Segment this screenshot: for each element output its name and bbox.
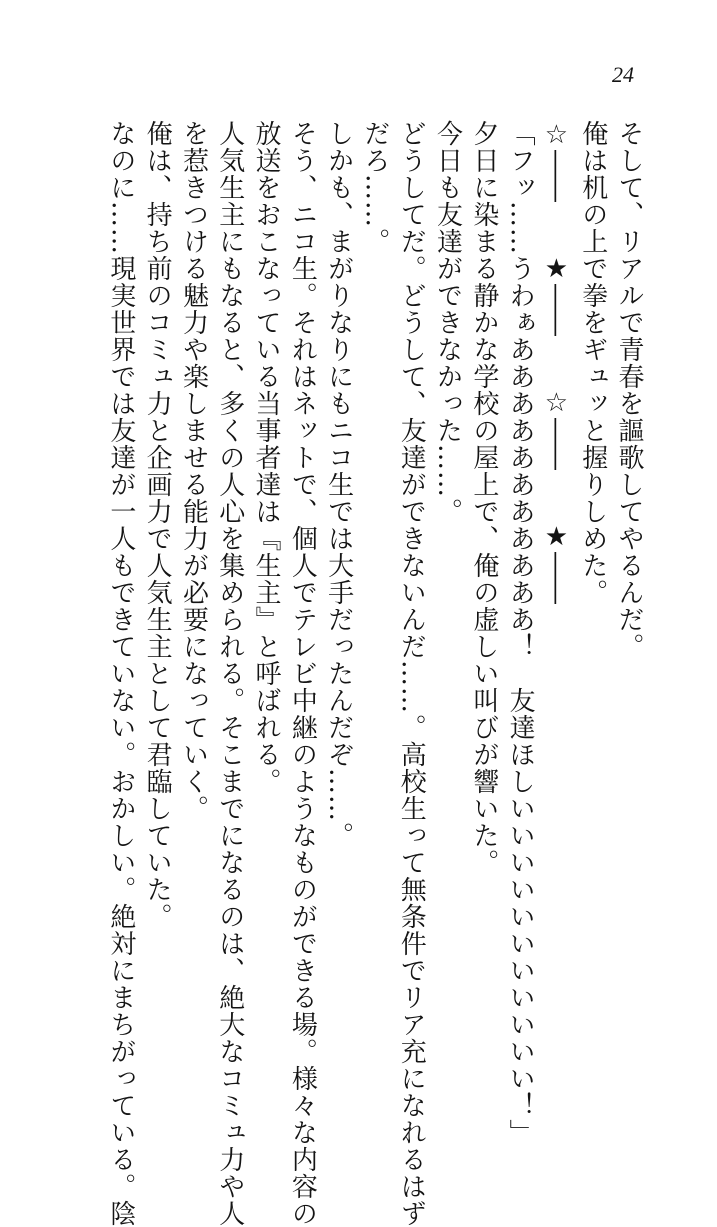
text-line-6: 夕日に染まる静かな学校の屋上で、俺の虚しい叫びが響いた。 (468, 120, 499, 876)
dash-separator: ―― (541, 284, 572, 336)
text-line-9: だろ……。 (359, 120, 390, 255)
section-break-stars (538, 120, 574, 960)
text-line-8: どうしてだ。どうして、友達ができないんだ……。高校生って無条件でリア充になれるはず (396, 120, 427, 1227)
dash-separator: ―― (541, 552, 572, 604)
page-number: 24 (612, 62, 634, 87)
text-line-7: 今日も友達ができなかった……。 (432, 120, 463, 525)
text-line-2: 俺は机の上で拳をギュッと握りしめた。 (577, 120, 608, 606)
dash-separator: ―― (541, 418, 572, 470)
text-line-1: そして、リアルで青春を謳歌してやるんだ。 (614, 120, 644, 660)
star-filled-icon: ★ (541, 254, 572, 284)
star-outline-icon: ☆ (541, 120, 572, 150)
vertical-text-body (103, 120, 647, 1227)
dash-separator: ―― (541, 150, 572, 202)
text-line-14: を惹きつける魅力や楽しませる能力が必要になっていく。 (178, 120, 209, 822)
text-line-16: なのに……現実世界では友達が一人もできていない。おかしい。絶対にまちがっている。陰 (105, 120, 136, 1227)
star-filled-icon: ★ (541, 522, 572, 552)
text-line-12: 放送をおこなっている当事者達は『生主』と呼ばれる。 (251, 120, 282, 795)
text-line-15: 俺は、持ち前のコミュ力と企画力で人気生主として君臨していた。 (142, 120, 173, 930)
text-line-10: しかも、まがりなりにもニコ生では大手だったんだぞ……。 (323, 120, 354, 849)
text-line-5: 「フッ……うわぁあああああああああああ！ 友達ほしいいいいいいいいいいい！」 (505, 120, 536, 1146)
text-line-11: そう、ニコ生。それはネットで、個人でテレビ中継のようなものができる場。様々な内容の (287, 120, 318, 1227)
text-line-13: 人気生主にもなると、多くの人心を集められる。そこまでになるのは、絶大なコミュ力や人 (214, 120, 245, 1227)
star-outline-icon: ☆ (541, 388, 572, 418)
